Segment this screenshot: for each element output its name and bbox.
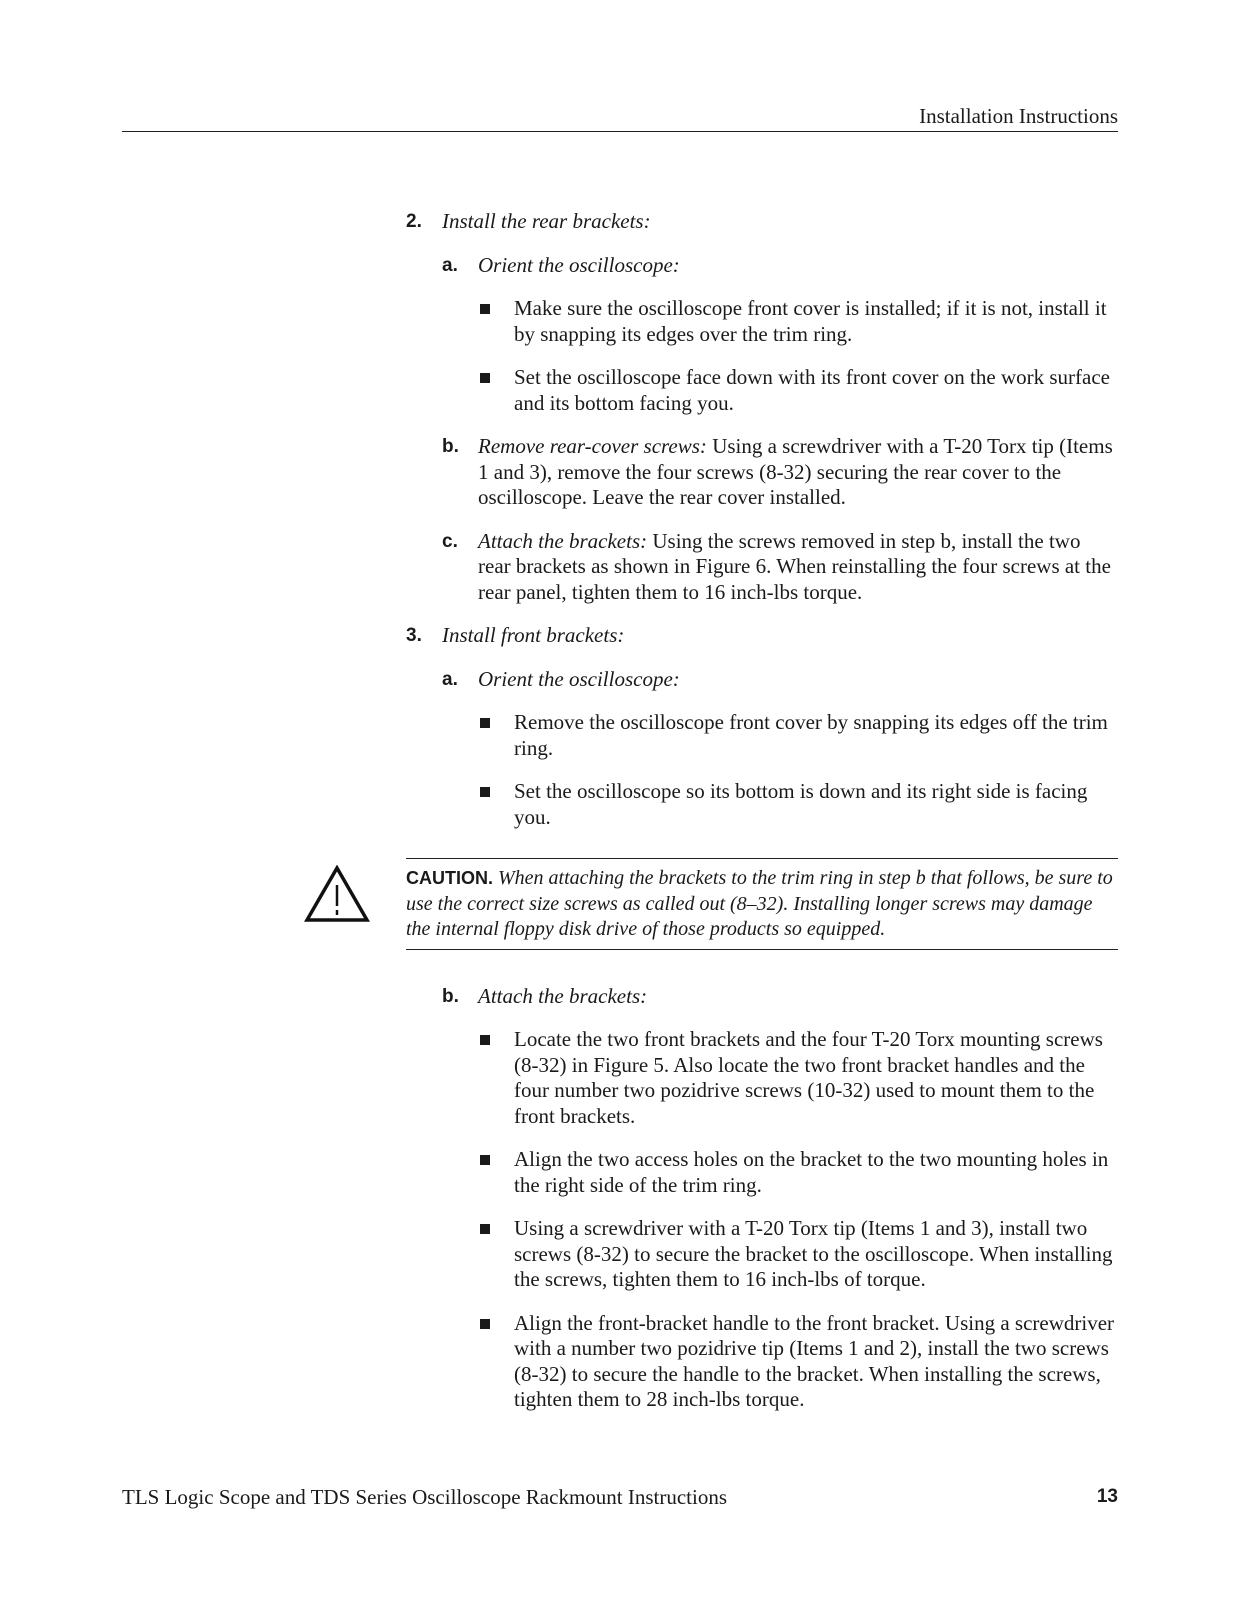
substep-letter: a. [442, 668, 458, 690]
bullet-item [406, 710, 1118, 761]
page-number: 13 [1096, 1486, 1118, 1507]
bullet-item [406, 365, 1118, 416]
square-bullet-icon [480, 787, 490, 797]
bullet-text: Remove the oscilloscope front cover by snapping its edges off the trim ring. [514, 710, 1108, 760]
running-header: Installation Instructions [919, 104, 1118, 128]
substep-letter: c. [442, 530, 458, 552]
substep-3a [406, 667, 1118, 693]
square-bullet-icon [480, 1155, 490, 1165]
running-footer: TLS Logic Scope and TDS Series Oscilloscope Rackmount Instructions [122, 1485, 728, 1509]
substep-2a [406, 253, 1118, 279]
bullet-text: Locate the two front brackets and the four T-20 Torx mounting screws (8-32) in Figure 5. Also locate the two front bracket handles and the four number two pozidrive screws (10-32) used to mount them to the front brackets. [514, 1027, 1103, 1128]
substep-text: Using a screwdriver with a T-20 Torx tip (Items 1 and 3), remove the four screws (8-32) securing the rear cover to the oscilloscope. Leave the rear cover installed. [478, 434, 1113, 509]
warning-triangle-icon [304, 865, 370, 923]
bullet-text: Set the oscilloscope face down with its front cover on the work surface and its bottom facing you. [514, 365, 1110, 415]
bullet-text: Align the front-bracket handle to the front bracket. Using a screwdriver with a number two pozidrive tip (Items 1 and 2), install the two screws (8-32) to secure the handle to the bracket. When installing the screws, tighten them to 28 inch-lbs torque. [514, 1310, 1115, 1411]
caution-label: CAUTION. [406, 868, 493, 888]
square-bullet-icon [480, 1224, 490, 1234]
bullet-item [406, 296, 1118, 347]
substep-text: Using the screws removed in step b, install the two rear brackets as shown in Figure 6. When reinstalling the four screws at the rear panel, tighten them to 16 inch-lbs torque. [478, 528, 1111, 604]
bullet-item [406, 779, 1118, 830]
bullet-text: Align the two access holes on the bracket to the two mounting holes in the right side of the trim ring. [514, 1147, 1109, 1197]
bullet-text: Using a screwdriver with a T-20 Torx tip (Items 1 and 3), install two screws (8-32) to secure the bracket to the oscilloscope. When installing the screws, tighten them to 16 inch-lbs of torque. [514, 1216, 1113, 1291]
step-title: Install the rear brackets: [442, 209, 651, 233]
bullet-item [406, 1147, 1118, 1198]
bullet-item [406, 1311, 1118, 1413]
substep-2b [406, 434, 1118, 511]
instructions-body [406, 209, 1118, 1431]
step-2 [406, 209, 1118, 235]
substep-label: Orient the oscilloscope: [478, 666, 680, 691]
substep-label: Attach the brackets: [478, 983, 648, 1008]
step-number: 2. [406, 211, 422, 232]
step-number: 3. [406, 625, 422, 646]
header-rule [122, 131, 1118, 132]
substep-letter: b. [442, 985, 459, 1007]
substep-letter: b. [442, 436, 459, 457]
substep-label: Attach the brackets: [478, 528, 648, 553]
square-bullet-icon [480, 1319, 490, 1329]
substep-2c [406, 529, 1118, 606]
substep-letter: a. [442, 254, 458, 276]
bullet-item [406, 1216, 1118, 1293]
square-bullet-icon [480, 304, 490, 314]
substep-label: Orient the oscilloscope: [478, 252, 680, 277]
step-3 [406, 623, 1118, 649]
substep-label: Remove rear-cover screws: [478, 434, 707, 458]
square-bullet-icon [480, 1035, 490, 1045]
step-title: Install front brackets: [442, 623, 625, 647]
bullet-text: Make sure the oscilloscope front cover is installed; if it is not, install it by snapping its edges over the trim ring. [514, 296, 1107, 346]
caution-text: When attaching the brackets to the trim ring in step b that follows, be sure to use the correct size screws as called out (8–32). Installing longer screws may damage the internal floppy disk drive of those products so equipped. [406, 867, 1113, 940]
caution-note [406, 858, 1118, 950]
bullet-text: Set the oscilloscope so its bottom is down and its right side is facing you. [514, 779, 1088, 829]
substep-3b [406, 984, 1118, 1010]
bullet-item [406, 1027, 1118, 1129]
square-bullet-icon [480, 718, 490, 728]
square-bullet-icon [480, 373, 490, 383]
